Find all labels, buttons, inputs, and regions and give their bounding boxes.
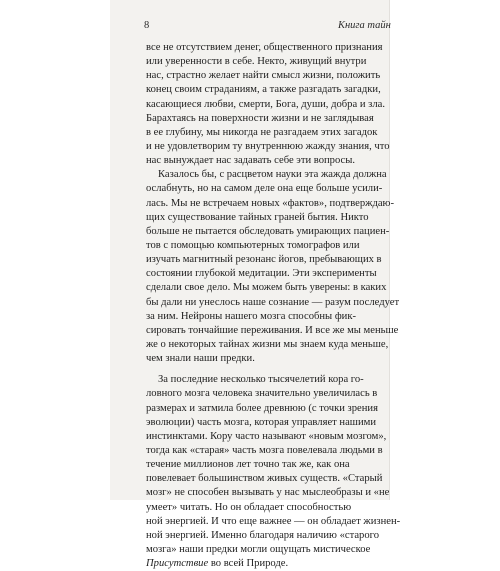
text-line: За последние несколько тысячелетий кора го- <box>158 374 364 386</box>
book-page <box>110 0 401 570</box>
text-line: изучать магнитный резонанс йогов, пребывающих в <box>146 254 382 266</box>
text-line: тов с помощью компьютерных томографов или <box>146 239 360 251</box>
text-line: нас вынуждает нас задавать себе эти вопросы. <box>146 155 356 167</box>
paragraph-1 <box>146 41 406 168</box>
text-line: Казалось бы, с расцветом науки эта жажда должна <box>158 169 387 181</box>
text-line: за ним. Нейроны нашего мозга способны фик- <box>146 310 357 322</box>
text-line: состоянии глубокой медитации. Эти эксперименты <box>146 268 377 280</box>
text-line: сделали свое дело. Мы можем быть уверены: в каких <box>146 282 387 294</box>
last-line-rest: во всей Природе. <box>208 558 289 570</box>
text-line: сировать тончайшие переживания. И все же мы меньше <box>146 324 399 336</box>
text-line: Барахтаясь на поверхности жизни и не заглядывая <box>146 112 374 124</box>
text-line: больше не пытается обследовать умирающих пациен- <box>146 225 390 237</box>
text-line: и не удовлетворим ту внутреннюю жажду знания, что <box>146 140 390 152</box>
running-title: Книга тайн <box>338 20 391 31</box>
text-line: тогда как «старая» часть мозга повелевала людьми в <box>146 444 383 456</box>
page-number: 8 <box>144 20 150 31</box>
text-line: нас, страстно желает найти смысл жизни, положить <box>146 70 381 82</box>
text-line: щих существование тайных граней бытия. Никто <box>146 211 369 223</box>
text-line: лась. Мы не встречаем новых «фактов», подтверждаю- <box>146 197 395 209</box>
text-line: умеет» читать. Но он обладает способностью <box>146 501 352 513</box>
text-line: мозг» не способен вызывать у нас мыслеобразы и «не <box>146 487 390 499</box>
last-text-line <box>146 557 406 571</box>
text-line: касающиеся любви, смерти, Бога, души, добра и зла. <box>146 98 385 110</box>
paragraph-3 <box>146 373 406 571</box>
text-line: или уверенности в себе. Некто, живущий внутри <box>146 56 367 68</box>
text-line: повелевает большинством живых существ. «Старый <box>146 473 383 485</box>
body-text <box>146 41 406 571</box>
text-line: ослабнуть, но на самом деле она еще больше усили- <box>146 183 383 195</box>
text-line: все не отсутствием денег, общественного признания <box>146 42 383 53</box>
text-line: ной энергией. Именно благодаря наличию «старого <box>146 529 380 541</box>
text-line: мозга» наши предки могли ощущать мистическое <box>146 543 371 555</box>
text-line: чем знали наши предки. <box>146 353 255 365</box>
text-line: бы дали ни унеслось наше сознание — разум последует <box>146 296 400 308</box>
text-line: размерах и затмила более древнюю (с точки зрения <box>146 402 378 414</box>
text-line: эволюции) часть мозга, которая управляет нашими <box>146 416 376 428</box>
text-line: в ее глубину, мы никогда не разгадаем этих загадок <box>146 126 378 138</box>
emphasized-word: Присутствие <box>146 558 209 570</box>
text-line: конец своим страданиям, а также разгадать загадки, <box>146 84 381 96</box>
text-line: ловного мозга человека значительно увеличилась в <box>146 388 378 400</box>
page-header <box>110 20 410 36</box>
text-line: ной энергией. И что еще важнее — он обладает жизнен- <box>146 515 401 527</box>
text-line: же о некоторых тайнах жизни мы знаем куда меньше, <box>146 338 389 350</box>
text-line: течение миллионов лет точно так же, как она <box>146 459 350 471</box>
paragraph-2 <box>146 168 406 366</box>
text-line: инстинктами. Кору часто называют «новым мозгом», <box>146 430 387 442</box>
